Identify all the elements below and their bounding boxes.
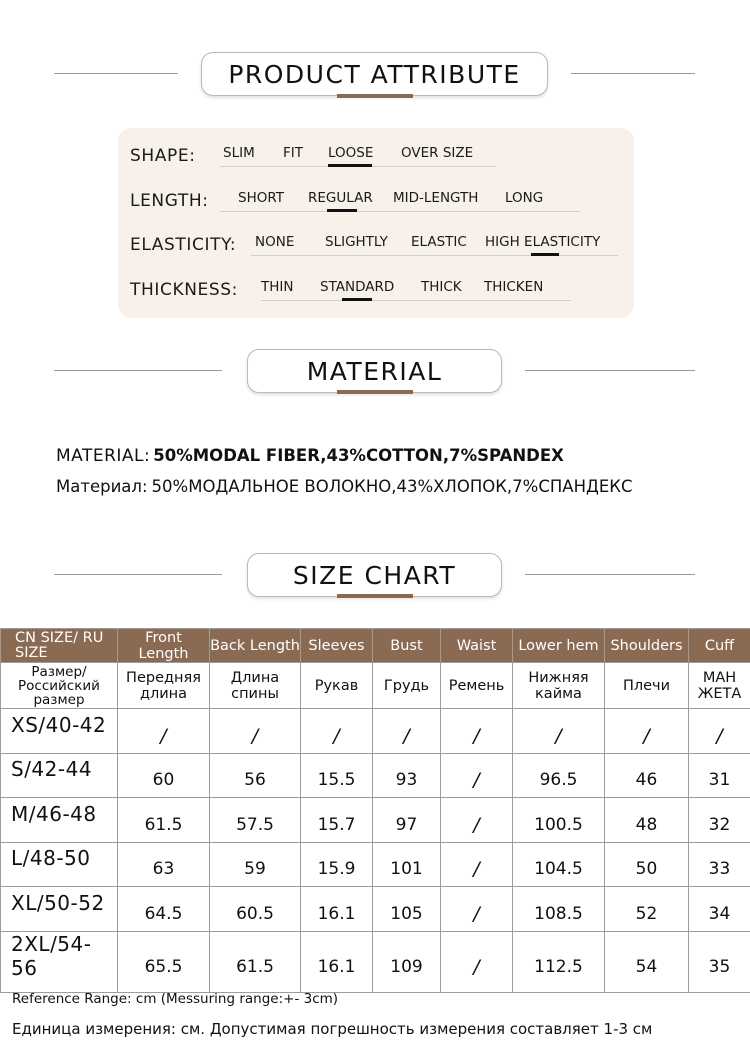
measurement-cell: 33: [689, 842, 750, 887]
attribute-option: NONE: [255, 234, 295, 250]
attribute-option: THICKEN: [484, 279, 544, 295]
column-header-ru: Грудь: [373, 663, 441, 709]
table-row: [1, 709, 750, 754]
measurement-cell: 32: [689, 798, 750, 843]
attribute-section-header: [0, 46, 750, 106]
measurement-cell: /: [513, 709, 605, 754]
header-divider-right: [525, 370, 695, 371]
measurement-cell: 63: [118, 842, 210, 887]
measurement-cell: 112.5: [513, 931, 605, 992]
measurement-cell: 60: [118, 753, 210, 798]
column-header-en: Back Length: [210, 629, 301, 663]
selected-option-marker: [327, 209, 357, 212]
attribute-option: MID-LENGTH: [393, 190, 479, 206]
size-label-cell: M/46-48: [1, 798, 118, 843]
measurement-cell: 109: [373, 931, 441, 992]
selected-option-marker: [328, 164, 372, 167]
measurement-cell: /: [441, 709, 513, 754]
selected-option-marker: [531, 253, 559, 256]
attribute-row: [118, 187, 634, 217]
column-header-ru: Длина спины: [210, 663, 301, 709]
measurement-cell: 59: [210, 842, 301, 887]
attribute-option: SLIM: [223, 145, 255, 161]
measurement-cell: /: [301, 709, 373, 754]
column-header-en: Bust: [373, 629, 441, 663]
attribute-option: THICK: [421, 279, 462, 295]
material-ru-line: [56, 477, 633, 496]
attribute-option-baseline: [251, 255, 618, 256]
size-label-cell: S/42-44: [1, 753, 118, 798]
header-divider-left: [54, 73, 178, 74]
attribute-label: ELASTICITY:: [130, 235, 237, 255]
measurement-cell: 104.5: [513, 842, 605, 887]
measurement-cell: 52: [605, 887, 689, 932]
measurement-cell: /: [441, 931, 513, 992]
column-header-en: Lower hem: [513, 629, 605, 663]
measurement-cell: 64.5: [118, 887, 210, 932]
measurement-cell: 101: [373, 842, 441, 887]
attribute-title-accent: [337, 94, 413, 98]
attribute-panel: [118, 128, 634, 318]
measurement-cell: 31: [689, 753, 750, 798]
reference-range-note: Reference Range: cm (Messuring range:+- 3cm): [12, 991, 339, 1007]
measurement-cell: /: [441, 842, 513, 887]
measurement-cell: /: [441, 798, 513, 843]
column-header-ru: Ремень: [441, 663, 513, 709]
measurement-cell: /: [605, 709, 689, 754]
column-header-en: Sleeves: [301, 629, 373, 663]
material-title: MATERIAL: [247, 349, 502, 393]
measurement-cell: 61.5: [118, 798, 210, 843]
material-title-accent: [337, 390, 413, 394]
measurement-cell: 16.1: [301, 931, 373, 992]
column-header-ru: МАН ЖЕТА: [689, 663, 750, 709]
size-title-accent: [337, 594, 413, 598]
measurement-cell: /: [210, 709, 301, 754]
table-header-ru: [1, 663, 750, 709]
measurement-cell: /: [441, 753, 513, 798]
attribute-option: SHORT: [238, 190, 284, 206]
attribute-option: HIGH ELASTICITY: [485, 234, 601, 250]
table-row: [1, 798, 750, 843]
material-ru-value: 50%МОДАЛЬНОЕ ВОЛОКНО,43%ХЛОПОК,7%СПАНДЕКС: [151, 477, 633, 496]
size-section-header: [0, 548, 750, 608]
attribute-row: [118, 276, 634, 306]
attribute-option: LONG: [505, 190, 544, 206]
attribute-option: SLIGHTLY: [325, 234, 388, 250]
measurement-cell: 16.1: [301, 887, 373, 932]
attribute-row: [118, 231, 634, 261]
column-header-en: Waist: [441, 629, 513, 663]
size-chart-table: [0, 628, 750, 993]
size-label-cell: L/48-50: [1, 842, 118, 887]
header-divider-right: [571, 73, 695, 74]
measurement-cell: 15.7: [301, 798, 373, 843]
size-label-cell: XL/50-52: [1, 887, 118, 932]
measurement-cell: 100.5: [513, 798, 605, 843]
column-header-ru: Плечи: [605, 663, 689, 709]
attribute-option: FIT: [283, 145, 303, 161]
column-header-en: Shoulders: [605, 629, 689, 663]
attribute-row: [118, 142, 634, 172]
table-row: [1, 842, 750, 887]
attribute-option-baseline: [261, 300, 571, 301]
measurement-cell: 15.5: [301, 753, 373, 798]
material-en-line: [56, 446, 564, 466]
material-ru-label: Материал:: [56, 477, 148, 496]
attribute-option: OVER SIZE: [401, 145, 474, 161]
measurement-cell: 50: [605, 842, 689, 887]
attribute-label: LENGTH:: [130, 191, 209, 211]
measurement-cell: 108.5: [513, 887, 605, 932]
table-row: [1, 931, 750, 992]
measurement-cell: 34: [689, 887, 750, 932]
attribute-option: STANDARD: [320, 279, 395, 295]
attribute-label: SHAPE:: [130, 146, 196, 166]
table-row: [1, 753, 750, 798]
attribute-option: REGULAR: [308, 190, 373, 206]
measurement-cell: 57.5: [210, 798, 301, 843]
material-en-label: MATERIAL:: [56, 446, 151, 466]
size-label-cell: XS/40-42: [1, 709, 118, 754]
measurement-cell: 97: [373, 798, 441, 843]
column-header-ru: Рукав: [301, 663, 373, 709]
measurement-cell: /: [441, 887, 513, 932]
measurement-cell: 54: [605, 931, 689, 992]
column-header-en: Front Length: [118, 629, 210, 663]
measurement-cell: 96.5: [513, 753, 605, 798]
column-header-ru: Размер/ Российский размер: [1, 663, 118, 709]
attribute-option-baseline: [220, 211, 580, 212]
measurement-cell: 105: [373, 887, 441, 932]
column-header-en: CN SIZE/ RU SIZE: [1, 629, 118, 663]
column-header-en: Cuff: [689, 629, 750, 663]
size-title: SIZE CHART: [247, 553, 502, 597]
material-section-header: [0, 344, 750, 404]
header-divider-left: [54, 574, 222, 575]
attribute-option: LOOSE: [328, 145, 374, 161]
attribute-option: THIN: [261, 279, 294, 295]
header-divider-right: [525, 574, 695, 575]
measurement-cell: /: [689, 709, 750, 754]
measurement-cell: 48: [605, 798, 689, 843]
header-divider-left: [54, 370, 222, 371]
selected-option-marker: [342, 298, 372, 301]
measurement-cell: /: [118, 709, 210, 754]
column-header-ru: Передняя длина: [118, 663, 210, 709]
measurement-cell: 61.5: [210, 931, 301, 992]
attribute-title: PRODUCT ATTRIBUTE: [201, 52, 548, 96]
measurement-cell: 15.9: [301, 842, 373, 887]
measurement-cell: 56: [210, 753, 301, 798]
attribute-label: THICKNESS:: [130, 280, 238, 300]
column-header-ru: Нижняя кайма: [513, 663, 605, 709]
measurement-cell: /: [373, 709, 441, 754]
attribute-option: ELASTIC: [411, 234, 467, 250]
measurement-cell: 60.5: [210, 887, 301, 932]
measurement-cell: 93: [373, 753, 441, 798]
measurement-cell: 35: [689, 931, 750, 992]
table-row: [1, 887, 750, 932]
material-en-value: 50%MODAL FIBER,43%COTTON,7%SPANDEX: [153, 446, 564, 465]
measurement-cell: 65.5: [118, 931, 210, 992]
table-header-en: [1, 629, 750, 663]
measurement-cell: 46: [605, 753, 689, 798]
size-label-cell: 2XL/54-56: [1, 931, 118, 992]
measurement-note-ru: Единица измерения: см. Допустимая погрешность измерения составляет 1-3 см: [12, 1020, 653, 1038]
